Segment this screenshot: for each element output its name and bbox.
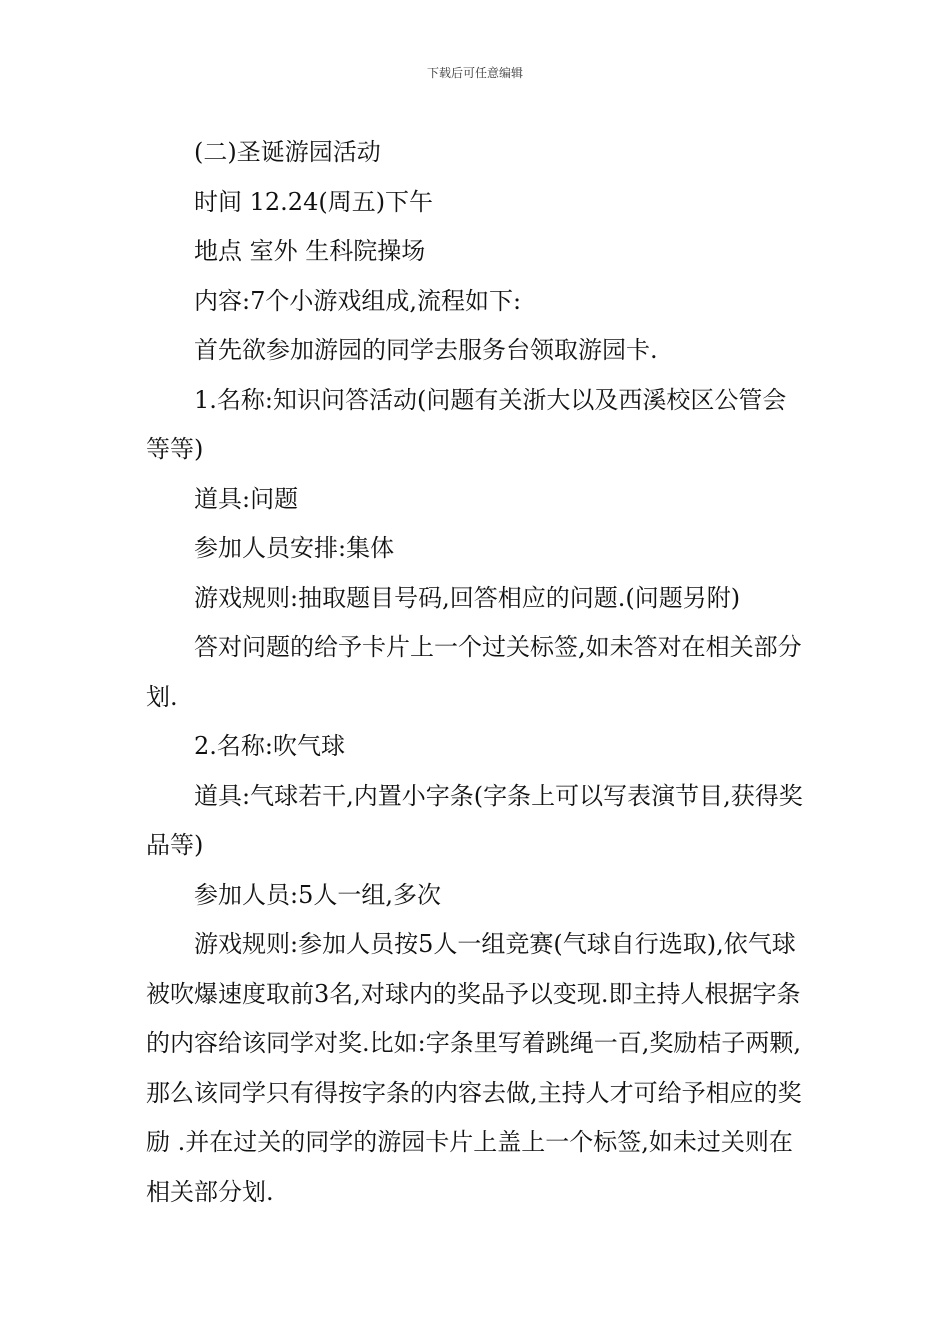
game1-rules-detail: 答对问题的给予卡片上一个过关标签,如未答对在相关部分划.	[146, 633, 802, 711]
page-header: 下载后可任意编辑	[426, 66, 523, 80]
game2-name: 2.名称:吹气球	[194, 732, 345, 760]
game2-props: 道具:气球若干,内置小字条(字条上可以写表演节目,获得奖品等)	[146, 781, 803, 859]
game1-name: 1.名称:知识问答活动(问题有关浙大以及西溪校区公管会等等)	[146, 385, 787, 463]
game1-rules: 游戏规则:抽取题目号码,回答相应的问题.(问题另附)	[194, 583, 741, 612]
game1-props: 道具:问题	[194, 484, 299, 513]
game1-participants: 参加人员安排:集体	[194, 534, 395, 562]
section-title: (二)圣诞游园活动	[194, 138, 381, 166]
paragraph-content: 内容:7个小游戏组成,流程如下:	[194, 286, 522, 315]
game2-rules: 游戏规则:参加人员按5人一组竞赛(气球自行选取),依气球被吹爆速度取前3名,对球内的奖品予以变现.即主持人根据字条的内容给该同学对奖.比如:字条里写着跳绳一百,奖励桔子两颗,那么该同学只有得按字条的内容去做,主持人才可给予相应的奖励 .并在过关的同学的游园卡片上盖上一个标签,如未过关则在相关部分划.	[146, 930, 802, 1206]
paragraph-location: 地点 室外 生科院操场	[194, 237, 426, 265]
document-body	[146, 128, 810, 1217]
paragraph-intro: 首先欲参加游园的同学去服务台领取游园卡.	[194, 336, 658, 364]
game2-participants: 参加人员:5人一组,多次	[194, 880, 441, 909]
paragraph-time: 时间 12.24(周五)下午	[194, 187, 434, 216]
